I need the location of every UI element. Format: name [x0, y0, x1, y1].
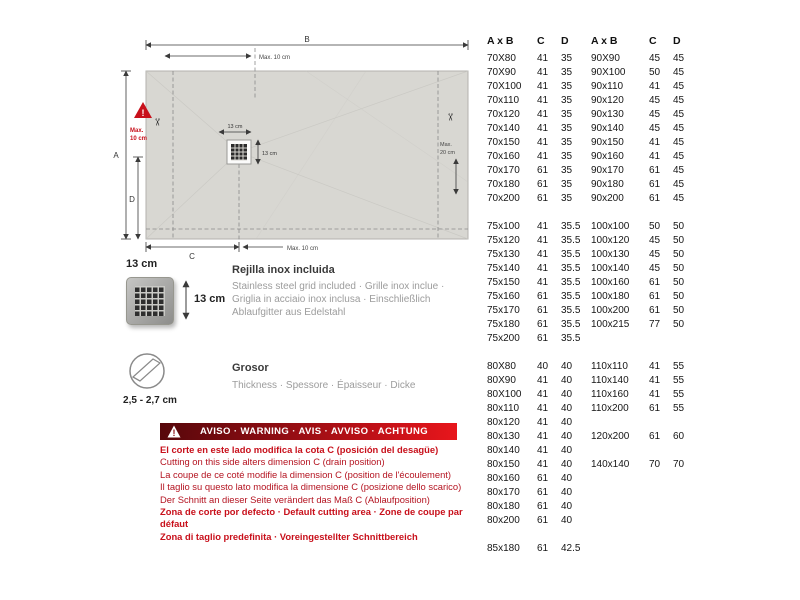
table-row — [487, 374, 699, 388]
cell-dim-d: 55 — [673, 375, 685, 386]
cell-dim-d — [673, 472, 699, 486]
cell-size-axb: 100x140 — [591, 263, 630, 274]
cell-size-axb: 70X100 — [487, 81, 522, 92]
cell-size-axb: 80x200 — [487, 515, 520, 526]
cell-dim-c: 41 — [649, 151, 661, 162]
table-row — [487, 108, 699, 122]
diagram-warning-mark: ! — [141, 108, 145, 118]
cell-size-axb: 70x140 — [487, 123, 520, 134]
cell-dim-c: 61 — [537, 543, 549, 554]
max20-right-label-line1: Max. — [440, 142, 452, 148]
cell-dim-c: 45 — [649, 95, 661, 106]
cell-dim-d: 40 — [561, 473, 573, 484]
thickness-title: Grosor — [232, 362, 269, 374]
cell-size-axb — [591, 500, 649, 514]
table-row — [487, 164, 699, 178]
cell-size-axb: 90x120 — [591, 95, 624, 106]
cell-dim-d: 42.5 — [561, 543, 581, 554]
cell-dim-c: 61 — [649, 165, 661, 176]
table-group-spacer — [487, 346, 699, 360]
warning-banner-label: AVISO · WARNING · AVIS · AVVISO · ACHTUNG — [199, 426, 429, 437]
table-row — [487, 444, 699, 458]
cell-dim-c: 61 — [649, 431, 661, 442]
cell-dim-d: 35 — [561, 67, 573, 78]
table-row — [487, 416, 699, 430]
cell-size-axb: 70x200 — [487, 193, 520, 204]
tray-surface — [146, 71, 468, 239]
cell-size-axb: 70X90 — [487, 67, 516, 78]
table-row — [487, 514, 699, 528]
cell-dim-c: 41 — [537, 431, 549, 442]
cell-size-axb: 80x170 — [487, 487, 520, 498]
cell-dim-c: 41 — [537, 417, 549, 428]
max10-top-label: Max. 10 cm — [259, 55, 291, 61]
table-row — [487, 402, 699, 416]
warning-line-en: Cutting on this side alters dimension C (drain position) — [160, 456, 385, 468]
thickness-value: 2,5 - 2,7 cm — [123, 395, 177, 406]
cell-dim-c: 77 — [649, 319, 661, 330]
table-row — [487, 262, 699, 276]
cell-dim-d: 50 — [673, 235, 685, 246]
max20-right-label-line2: 20 cm — [440, 150, 455, 156]
cell-dim-c: 41 — [537, 81, 549, 92]
cell-size-axb: 75x200 — [487, 333, 520, 344]
cell-dim-c: 41 — [537, 403, 549, 414]
cell-dim-c: 61 — [649, 193, 661, 204]
cell-dim-d: 50 — [673, 263, 685, 274]
cell-dim-d: 35.5 — [561, 305, 581, 316]
table-row — [487, 220, 699, 234]
cell-dim-c: 41 — [537, 221, 549, 232]
cell-size-axb: 75x140 — [487, 263, 520, 274]
cell-size-axb: 100x100 — [591, 221, 630, 232]
table-row — [487, 304, 699, 318]
header-axb-right: A x B — [591, 35, 618, 47]
cell-size-axb: 80x180 — [487, 501, 520, 512]
cell-size-axb: 100x120 — [591, 235, 630, 246]
cell-dim-c: 41 — [537, 137, 549, 148]
cell-size-axb: 90x150 — [591, 137, 624, 148]
grid-info-title: Rejilla inox incluida — [232, 264, 335, 276]
cell-size-axb — [591, 416, 649, 430]
cell-dim-c: 45 — [649, 263, 661, 274]
cell-dim-c: 41 — [537, 263, 549, 274]
cell-size-axb: 100x180 — [591, 291, 630, 302]
table-row — [487, 542, 699, 556]
cell-dim-d: 45 — [673, 193, 685, 204]
dim-label-b: B — [304, 35, 310, 44]
table-row — [487, 234, 699, 248]
cell-dim-c: 41 — [537, 53, 549, 64]
cell-dim-d — [673, 444, 699, 458]
cell-size-axb — [591, 332, 649, 346]
cell-dim-d: 70 — [673, 459, 685, 470]
grid-height-label: 13 cm — [194, 293, 226, 305]
cell-dim-d: 50 — [673, 221, 685, 232]
cell-size-axb: 80X80 — [487, 361, 516, 372]
cell-dim-d: 35.5 — [561, 235, 581, 246]
banner-warning-icon — [167, 425, 181, 438]
thickness-icon — [126, 350, 168, 392]
cell-dim-c: 61 — [537, 193, 549, 204]
cell-size-axb: 80x150 — [487, 459, 520, 470]
cell-dim-d: 40 — [561, 403, 573, 414]
table-row — [487, 52, 699, 66]
cell-dim-d: 55 — [673, 403, 685, 414]
cell-size-axb: 80X100 — [487, 389, 522, 400]
cell-size-axb: 75x160 — [487, 291, 520, 302]
cell-dim-c — [649, 472, 673, 486]
cell-dim-d: 40 — [561, 515, 573, 526]
cell-size-axb: 80x120 — [487, 417, 520, 428]
cell-size-axb: 75x130 — [487, 249, 520, 260]
cell-dim-d: 35.5 — [561, 291, 581, 302]
scissors-icon-top-right: ✂ — [444, 113, 455, 122]
cell-dim-d: 35.5 — [561, 333, 581, 344]
cell-size-axb: 100x200 — [591, 305, 630, 316]
cell-size-axb: 70x160 — [487, 151, 520, 162]
scissors-icon-left: ✂ — [151, 118, 162, 127]
cell-dim-c: 41 — [537, 123, 549, 134]
header-c-right: C — [649, 35, 657, 47]
cell-dim-c: 41 — [649, 389, 661, 400]
cell-size-axb: 70x150 — [487, 137, 520, 148]
cell-size-axb: 120x200 — [591, 431, 630, 442]
thickness-subtitle: Thickness · Spessore · Épaisseur · Dicke — [232, 380, 416, 391]
cell-dim-d: 60 — [673, 431, 685, 442]
cell-dim-d: 35.5 — [561, 263, 581, 274]
cell-dim-d: 35 — [561, 53, 573, 64]
dim-label-c: C — [189, 252, 195, 261]
cell-dim-d: 40 — [561, 375, 573, 386]
cell-dim-d: 40 — [561, 389, 573, 400]
cell-dim-d: 50 — [673, 291, 685, 302]
cell-size-axb — [591, 542, 649, 556]
cell-dim-d: 50 — [673, 277, 685, 288]
cell-dim-c: 41 — [649, 81, 661, 92]
cell-dim-c: 41 — [537, 445, 549, 456]
cell-dim-c: 61 — [649, 277, 661, 288]
table-row — [487, 276, 699, 290]
cell-dim-c: 41 — [537, 389, 549, 400]
cell-dim-d: 45 — [673, 109, 685, 120]
cell-size-axb: 75x100 — [487, 221, 520, 232]
dim-label-a: A — [113, 151, 119, 160]
cell-size-axb: 90x110 — [591, 81, 624, 92]
cell-dim-c: 61 — [537, 179, 549, 190]
cell-dim-d: 55 — [673, 361, 685, 372]
cell-dim-d: 35.5 — [561, 221, 581, 232]
table-row — [487, 66, 699, 80]
cell-dim-c: 61 — [537, 333, 549, 344]
table-row — [487, 94, 699, 108]
cell-dim-c: 61 — [649, 179, 661, 190]
cell-size-axb: 70x180 — [487, 179, 520, 190]
cell-dim-d: 40 — [561, 417, 573, 428]
table-row — [487, 80, 699, 94]
cell-dim-c — [649, 444, 673, 458]
cell-dim-c: 41 — [537, 151, 549, 162]
dim-label-d: D — [129, 195, 135, 204]
cell-size-axb: 90x130 — [591, 109, 624, 120]
cell-dim-c: 61 — [537, 473, 549, 484]
cell-dim-d: 35.5 — [561, 319, 581, 330]
cell-dim-d: 35 — [561, 81, 573, 92]
drain-dim-13cm-vertical: 13 cm — [262, 151, 277, 157]
table-row — [487, 248, 699, 262]
cell-size-axb: 90x160 — [591, 151, 624, 162]
drain-grid — [227, 140, 251, 164]
tray-dimension-diagram — [106, 32, 476, 267]
cell-size-axb: 70X80 — [487, 53, 516, 64]
cell-dim-c: 61 — [537, 291, 549, 302]
cell-dim-c: 45 — [649, 123, 661, 134]
cell-dim-d — [673, 500, 699, 514]
cell-dim-c: 61 — [537, 165, 549, 176]
cell-dim-d: 45 — [673, 81, 685, 92]
table-row — [487, 332, 699, 346]
cell-dim-d: 35 — [561, 165, 573, 176]
cell-dim-d: 45 — [673, 67, 685, 78]
cell-dim-d: 35 — [561, 123, 573, 134]
warning-line-it: Il taglio su questo lato modifica la dimensione C (posizione dello scarico) — [160, 481, 462, 493]
cell-dim-c: 41 — [537, 249, 549, 260]
cell-dim-d — [673, 486, 699, 500]
cell-dim-d: 35.5 — [561, 277, 581, 288]
grid-height-arrow-icon — [180, 277, 192, 323]
cell-size-axb: 90X100 — [591, 67, 626, 78]
header-axb-left: A x B — [487, 35, 514, 47]
cell-size-axb: 110x200 — [591, 403, 629, 414]
cell-dim-d: 45 — [673, 53, 685, 64]
cell-dim-c: 45 — [649, 249, 661, 260]
cell-size-axb: 100x130 — [591, 249, 630, 260]
table-row — [487, 290, 699, 304]
cell-size-axb — [591, 514, 649, 528]
table-row — [487, 388, 699, 402]
cell-dim-c — [649, 486, 673, 500]
warning-line-default-cut-2: Zona di taglio predefinita · Voreingestellter Schnittbereich — [160, 530, 418, 542]
cell-dim-d: 35.5 — [561, 249, 581, 260]
cell-dim-c: 45 — [649, 53, 661, 64]
cell-dim-d: 50 — [673, 249, 685, 260]
cell-dim-c: 61 — [537, 487, 549, 498]
cell-size-axb: 90x140 — [591, 123, 624, 134]
cell-dim-c: 41 — [537, 235, 549, 246]
cell-dim-c: 41 — [537, 459, 549, 470]
table-row — [487, 472, 699, 486]
size-table-body — [487, 52, 699, 556]
cell-dim-d: 35 — [561, 137, 573, 148]
table-row — [487, 458, 699, 472]
cell-dim-c: 40 — [537, 361, 549, 372]
cell-size-axb: 80x130 — [487, 431, 520, 442]
max10-left-label-line1: Max. — [130, 128, 144, 134]
cell-dim-c: 50 — [649, 221, 661, 232]
table-row — [487, 150, 699, 164]
cell-dim-d: 50 — [673, 305, 685, 316]
cell-dim-c: 50 — [649, 67, 661, 78]
cell-dim-c: 61 — [649, 403, 661, 414]
table-row — [487, 486, 699, 500]
cell-dim-c: 61 — [537, 305, 549, 316]
cell-dim-c: 61 — [537, 319, 549, 330]
cell-size-axb: 100x160 — [591, 277, 630, 288]
cell-size-axb: 80x160 — [487, 473, 520, 484]
warning-banner — [160, 423, 457, 440]
header-d-right: D — [673, 35, 681, 47]
warning-line-default-cut-1: Zona de corte por defecto · Default cutting area · Zone de coupe par défaut — [160, 506, 463, 530]
cell-dim-c: 41 — [649, 361, 661, 372]
cell-dim-c — [649, 500, 673, 514]
cell-size-axb: 85x180 — [487, 543, 520, 554]
cell-size-axb: 90x200 — [591, 193, 624, 204]
cell-dim-d: 35 — [561, 95, 573, 106]
grid-width-label: 13 cm — [126, 258, 158, 270]
cell-size-axb: 75x170 — [487, 305, 520, 316]
cell-size-axb: 110x110 — [591, 361, 628, 372]
cell-size-axb: 90x170 — [591, 165, 624, 176]
cell-dim-d: 35 — [561, 179, 573, 190]
warning-line-fr: La coupe de ce coté modifie la dimension C (position de l'écoulement) — [160, 468, 452, 480]
cell-size-axb: 110x160 — [591, 389, 629, 400]
grid-info-subtitle: Stainless steel grid included · Grille inox inclue · Griglia in acciaio inox inclusa · Einschließlich Ablaufgitter aus Edelstahl — [232, 281, 445, 318]
cell-dim-c — [649, 332, 673, 346]
cell-size-axb: 70x120 — [487, 109, 520, 120]
cell-size-axb: 100x215 — [591, 319, 630, 330]
cell-dim-d — [673, 416, 699, 430]
cell-dim-d: 45 — [673, 179, 685, 190]
cell-size-axb — [591, 472, 649, 486]
drain-dim-13cm-horizontal: 13 cm — [227, 124, 243, 130]
cell-dim-d: 35 — [561, 109, 573, 120]
cell-size-axb: 75x120 — [487, 235, 520, 246]
warning-line-de: Der Schnitt an dieser Seite verändert das Maß C (Ablaufposition) — [160, 493, 430, 505]
table-row — [487, 122, 699, 136]
table-row — [487, 178, 699, 192]
cell-size-axb — [591, 444, 649, 458]
table-row — [487, 318, 699, 332]
cell-dim-d: 55 — [673, 389, 685, 400]
cell-size-axb: 70x110 — [487, 95, 520, 106]
cell-dim-d — [673, 542, 699, 556]
cell-dim-d: 45 — [673, 95, 685, 106]
cell-size-axb — [591, 486, 649, 500]
warning-line-es: El corte en este lado modifica la cota C (posición del desagüe) — [160, 444, 439, 455]
max10-bottom-label: Max. 10 cm — [287, 246, 319, 252]
size-table-header-row — [487, 35, 699, 52]
drain-grid-holes — [135, 286, 165, 316]
cell-dim-c: 41 — [537, 277, 549, 288]
cell-dim-c: 61 — [649, 291, 661, 302]
cell-size-axb: 110x140 — [591, 375, 629, 386]
cell-size-axb: 140x140 — [591, 459, 630, 470]
cell-dim-c: 41 — [649, 137, 661, 148]
drain-grid-icon — [126, 277, 174, 325]
table-row — [487, 360, 699, 374]
table-row — [487, 430, 699, 444]
cell-dim-c: 41 — [537, 67, 549, 78]
table-row — [487, 136, 699, 150]
cell-dim-d: 40 — [561, 431, 573, 442]
cell-size-axb: 90x180 — [591, 179, 624, 190]
cell-dim-d — [673, 332, 699, 346]
cell-dim-c: 41 — [537, 109, 549, 120]
warning-text-block — [160, 444, 482, 543]
max10-left-label-line2: 10 cm — [130, 136, 148, 142]
cell-dim-c: 41 — [649, 375, 661, 386]
cell-size-axb: 75x180 — [487, 319, 520, 330]
cell-dim-d: 40 — [561, 445, 573, 456]
table-row — [487, 500, 699, 514]
cell-dim-c: 41 — [537, 375, 549, 386]
cell-dim-c: 61 — [649, 305, 661, 316]
header-d-left: D — [561, 35, 569, 47]
cell-dim-c: 61 — [537, 515, 549, 526]
cell-dim-d: 40 — [561, 501, 573, 512]
table-row — [487, 192, 699, 206]
cell-size-axb: 80X90 — [487, 375, 516, 386]
cell-dim-d: 35 — [561, 151, 573, 162]
cell-dim-c — [649, 514, 673, 528]
cell-dim-d: 50 — [673, 319, 685, 330]
cell-dim-c: 41 — [537, 95, 549, 106]
cell-dim-d: 45 — [673, 123, 685, 134]
cell-dim-d: 45 — [673, 137, 685, 148]
banner-warning-mark: ! — [172, 428, 176, 438]
size-table — [487, 35, 699, 556]
cell-size-axb: 90X90 — [591, 53, 620, 64]
cell-dim-c: 70 — [649, 459, 661, 470]
cell-dim-c: 45 — [649, 109, 661, 120]
cell-dim-d: 45 — [673, 165, 685, 176]
cell-dim-c — [649, 416, 673, 430]
cell-dim-c: 61 — [537, 501, 549, 512]
cell-dim-d: 40 — [561, 361, 573, 372]
cell-dim-c: 45 — [649, 235, 661, 246]
cell-size-axb: 80x140 — [487, 445, 520, 456]
cell-size-axb: 80x110 — [487, 403, 520, 414]
table-group-spacer — [487, 206, 699, 220]
cell-dim-d: 40 — [561, 487, 573, 498]
cell-dim-d — [673, 514, 699, 528]
cell-dim-c — [649, 542, 673, 556]
header-c-left: C — [537, 35, 545, 47]
cell-dim-d: 40 — [561, 459, 573, 470]
cell-dim-d: 45 — [673, 151, 685, 162]
table-group-spacer — [487, 528, 699, 542]
cell-size-axb: 75x150 — [487, 277, 520, 288]
cell-dim-d: 35 — [561, 193, 573, 204]
cell-size-axb: 70x170 — [487, 165, 520, 176]
